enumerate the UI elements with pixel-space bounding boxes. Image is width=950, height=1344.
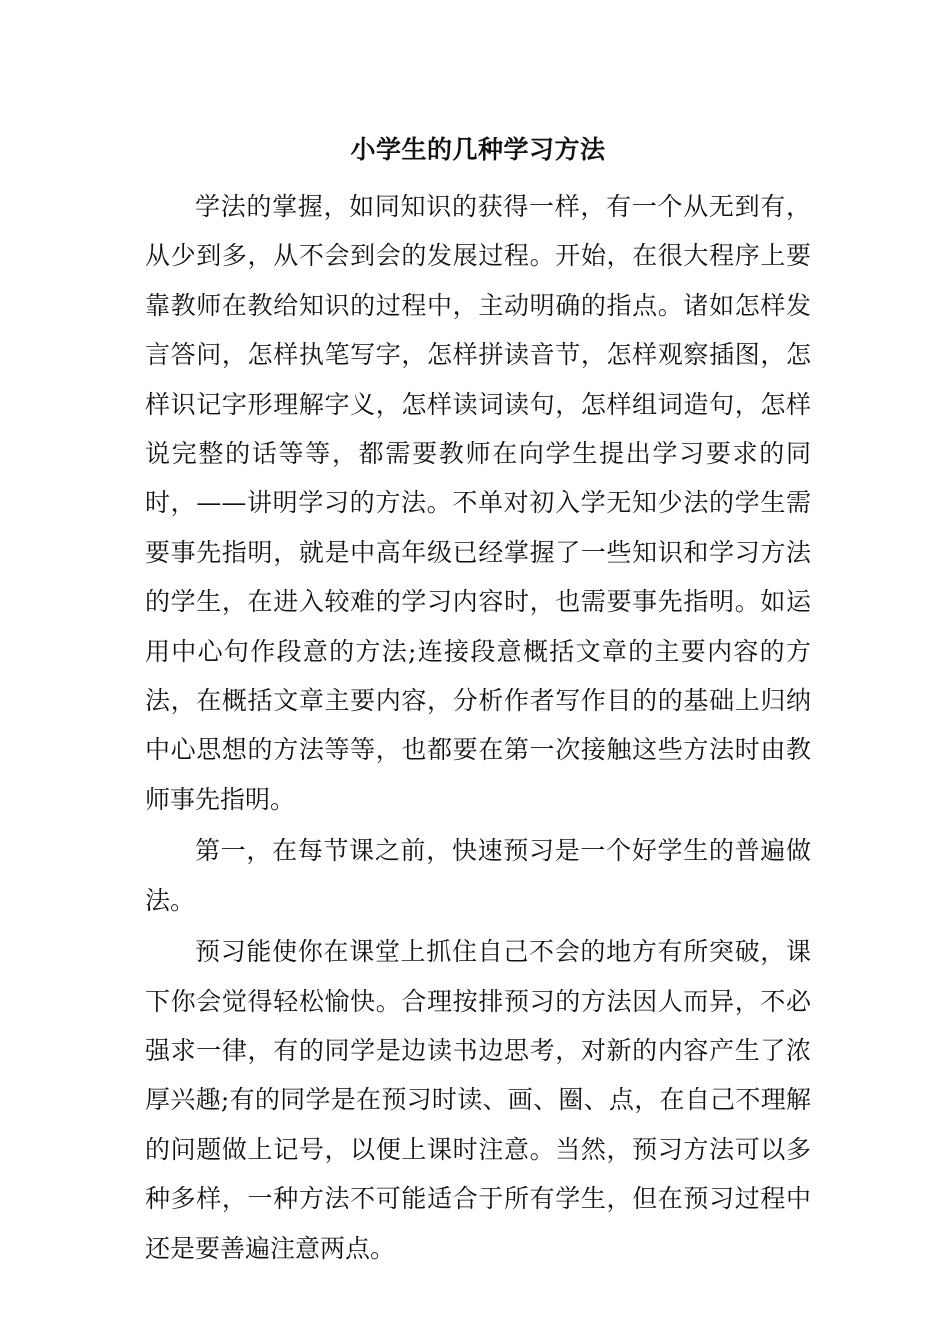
paragraph-3: 预习能使你在课堂上抓住自己不会的地方有所突破，课下你会觉得轻松愉快。合理按排预习的方法因人而异，不必强求一律，有的同学是边读书边思考，对新的内容产生了浓厚兴趣;有的同学是在预习时读、画、圈、点，在自己不理解的问题做上记号，以便上课时注意。当然，预习方法可以多种多样，一种方法不可能适合于所有学生，但在预习过程中还是要善遍注意两点。	[145, 937, 811, 1263]
paragraph-1: 学法的掌握，如同知识的获得一样，有一个从无到有，从少到多，从不会到会的发展过程。开始，在很大程序上要靠教师在教给知识的过程中，主动明确的指点。诸如怎样发言答问，怎样执笔写字，怎样拼读音节，怎样观察插图，怎样识记字形理解字义，怎样读词读句，怎样组词造句，怎样说完整的话等等，都需要教师在向学生提出学习要求的同时，——讲明学习的方法。不单对初入学无知少法的学生需要事先指明，就是中高年级已经掌握了一些知识和学习方法的学生，在进入较难的学习内容时，也需要事先指明。如运用中心句作段意的方法;连接段意概括文章的主要内容的方法，在概括文章主要内容，分析作者写作目的的基础上归纳中心思想的方法等等，也都要在第一次接触这些方法时由教师事先指明。	[145, 192, 811, 814]
paragraph-2: 第一，在每节课之前，快速预习是一个好学生的普遍做法。	[145, 836, 811, 915]
document-body	[145, 128, 811, 1275]
page-title: 小学生的几种学习方法	[350, 135, 606, 164]
